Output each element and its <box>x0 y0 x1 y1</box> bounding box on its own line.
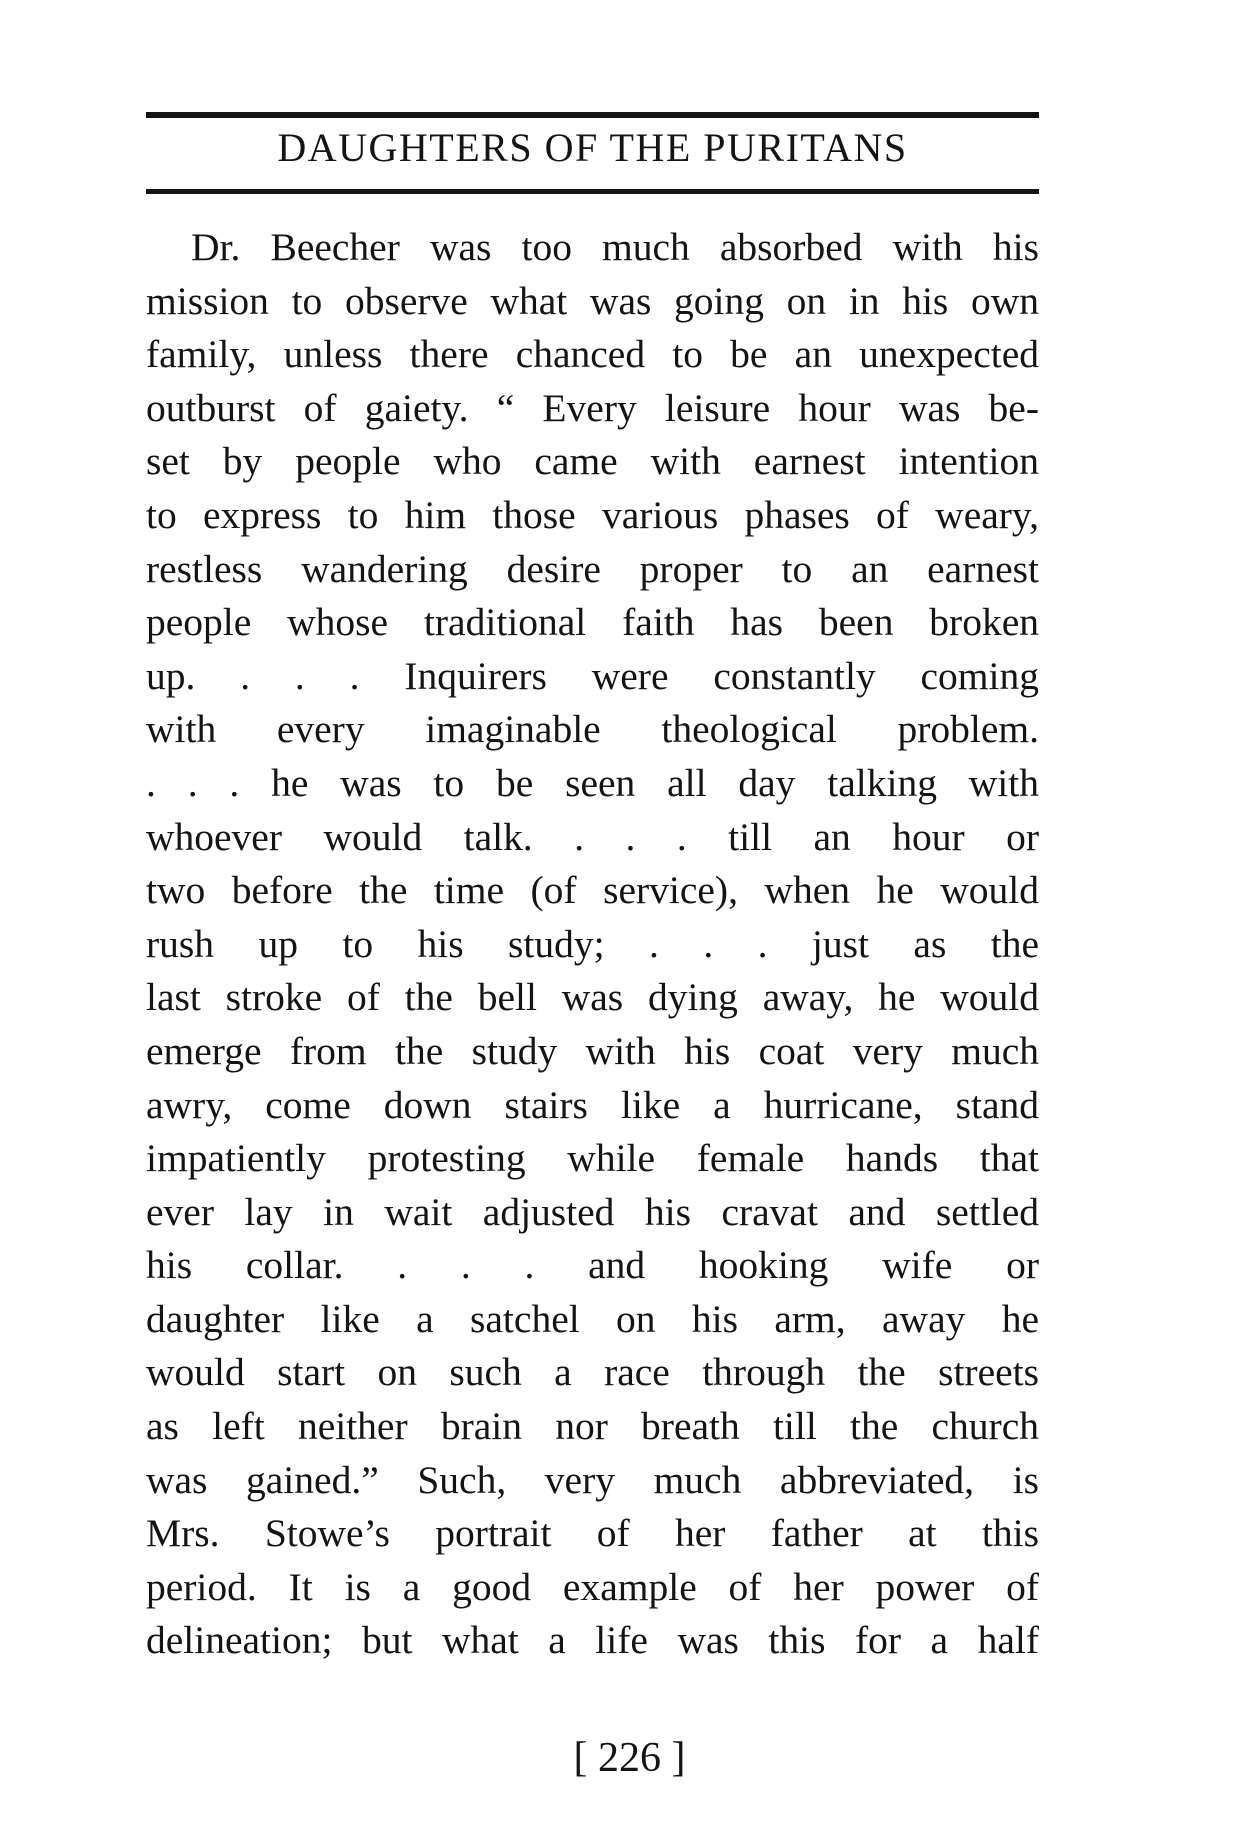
text-line: last stroke of the bell was dying away, he would <box>146 975 1039 1020</box>
header-rule-bottom <box>146 189 1039 194</box>
text-line: outburst of gaiety. “ Every leisure hour was be- <box>146 385 1039 430</box>
text-line: daughter like a satchel on his arm, away he <box>146 1296 1039 1341</box>
page-number: [ 226 ] <box>573 1735 686 1781</box>
text-line: ever lay in wait adjusted his cravat and settled <box>146 1189 1039 1234</box>
text-line: Dr. Beecher was too much absorbed with his <box>191 225 1039 269</box>
text-line: with every imaginable theological problem. <box>146 707 1039 752</box>
text-line: set by people who came with earnest intention <box>146 439 1039 484</box>
text-line: two before the time (of service), when he would <box>146 868 1039 913</box>
text-line: . . . he was to be seen all day talking with <box>146 760 1039 805</box>
text-line: whoever would talk. . . . till an hour or <box>146 814 1039 859</box>
text-line: period. It is a good example of her power of <box>146 1564 1039 1609</box>
text-line: rush up to his study; . . . just as the <box>146 921 1039 966</box>
text-line: as left neither brain nor breath till the church <box>146 1404 1039 1449</box>
text-line: impatiently protesting while female hands that <box>146 1136 1039 1181</box>
header-rule-top <box>146 112 1039 118</box>
text-line: mission to observe what was going on in his own <box>146 278 1039 323</box>
text-line: Mrs. Stowe’s portrait of her father at this <box>146 1511 1039 1556</box>
text-line: his collar. . . . and hooking wife or <box>146 1243 1039 1288</box>
text-line: restless wandering desire proper to an earnest <box>146 546 1039 591</box>
running-head: DAUGHTERS OF THE PURITANS <box>277 125 908 170</box>
text-line: family, unless there chanced to be an unexpected <box>146 332 1039 377</box>
text-line: emerge from the study with his coat very much <box>146 1028 1039 1073</box>
text-line: to express to him those various phases of weary, <box>146 492 1039 537</box>
text-line: would start on such a race through the streets <box>146 1350 1039 1395</box>
text-line: up. . . . Inquirers were constantly coming <box>146 653 1039 698</box>
text-line: delineation; but what a life was this for a half <box>146 1618 1039 1663</box>
text-line: awry, come down stairs like a hurricane, stand <box>146 1082 1039 1127</box>
body-text <box>146 221 1039 1668</box>
text-line: was gained.” Such, very much abbreviated, is <box>146 1457 1039 1502</box>
text-line: people whose traditional faith has been broken <box>146 600 1039 645</box>
